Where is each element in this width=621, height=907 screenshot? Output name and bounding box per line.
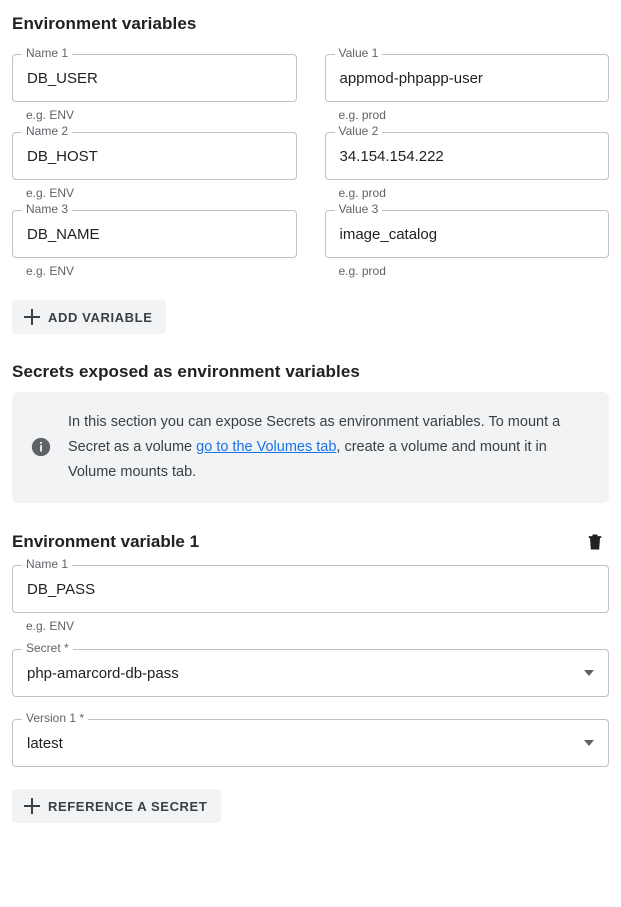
name-input-1[interactable] [12,54,297,102]
add-variable-label: ADD VARIABLE [48,309,153,325]
env-variable-row [12,200,609,278]
name-input-value-3: DB_NAME [27,225,100,243]
name-input-value-1: DB_USER [27,69,98,87]
name-field-2[interactable] [12,124,297,180]
plus-icon [24,798,40,814]
secrets-section-title: Secrets exposed as environment variables [12,362,360,381]
name-field-col-1 [12,44,297,122]
info-icon [30,436,52,458]
info-text-before: In this section you can expose Secrets as environment variables. To mount a Secret as a volume [68,414,561,455]
env-variable-entry-header [12,529,609,555]
secret-name-field[interactable] [12,557,609,613]
name-field-label-2: Name 2 [22,124,72,138]
secret-select-label: Secret * [22,641,73,655]
reference-secret-button[interactable] [12,789,221,823]
chevron-down-icon [584,670,594,676]
version-select-col [12,711,609,767]
secret-select-value: php-amarcord-db-pass [27,664,179,682]
version-select-field[interactable] [12,711,609,767]
name-input-value-2: DB_HOST [27,147,98,165]
chevron-down-icon [584,740,594,746]
name-field-col-2 [12,122,297,200]
value-input-value-2: 34.154.154.222 [339,147,444,165]
name-field-label-3: Name 3 [22,202,72,216]
name-hint-2: e.g. ENV [26,186,75,200]
secret-name-value: DB_PASS [27,580,96,598]
secrets-info-text [68,410,587,485]
value-input-value-1: appmod-phpapp-user [339,69,483,87]
secret-select-col [12,641,609,697]
name-hint-3: e.g. ENV [26,264,75,278]
reference-secret-label: REFERENCE A SECRET [48,798,208,814]
value-input-3[interactable] [325,210,610,258]
plus-icon [24,309,40,325]
env-variables-page [0,14,621,823]
trash-icon [585,541,605,556]
value-input-value-3: image_catalog [339,225,438,243]
secret-select[interactable] [12,649,609,697]
value-field-3[interactable] [325,202,610,258]
secret-select-field[interactable] [12,641,609,697]
env-variable-entry-title: Environment variable 1 [12,532,200,551]
delete-env-variable-button[interactable] [581,529,609,555]
value-input-1[interactable] [325,54,610,102]
page-title: Environment variables [12,14,197,33]
value-field-label-2: Value 2 [335,124,383,138]
env-variable-row [12,44,609,122]
value-field-1[interactable] [325,46,610,102]
add-variable-wrap [12,300,609,334]
name-field-3[interactable] [12,202,297,258]
version-select-label: Version 1 * [22,711,88,725]
version-select[interactable] [12,719,609,767]
info-text-after: , create a volume and mount it in Volume mounts tab. [68,439,547,480]
name-field-label-1: Name 1 [22,46,72,60]
value-field-2[interactable] [325,124,610,180]
value-field-col-3 [325,200,610,278]
env-variable-row [12,122,609,200]
secret-name-hint: e.g. ENV [26,619,75,633]
value-hint-1: e.g. prod [338,108,386,122]
secret-name-input[interactable] [12,565,609,613]
version-select-value: latest [27,734,63,752]
secret-name-field-col [12,557,609,633]
value-hint-2: e.g. prod [338,186,386,200]
name-field-1[interactable] [12,46,297,102]
value-hint-3: e.g. prod [338,264,386,278]
reference-secret-wrap [12,789,609,823]
value-field-label-1: Value 1 [335,46,383,60]
value-field-col-2 [325,122,610,200]
name-field-col-3 [12,200,297,278]
value-field-label-3: Value 3 [335,202,383,216]
secrets-info-box [12,392,609,503]
name-hint-1: e.g. ENV [26,108,75,122]
name-input-2[interactable] [12,132,297,180]
value-input-2[interactable] [325,132,610,180]
secret-name-label: Name 1 [22,557,72,571]
value-field-col-1 [325,44,610,122]
name-input-3[interactable] [12,210,297,258]
volumes-tab-link[interactable]: go to the Volumes tab [196,439,337,455]
add-variable-button[interactable] [12,300,166,334]
